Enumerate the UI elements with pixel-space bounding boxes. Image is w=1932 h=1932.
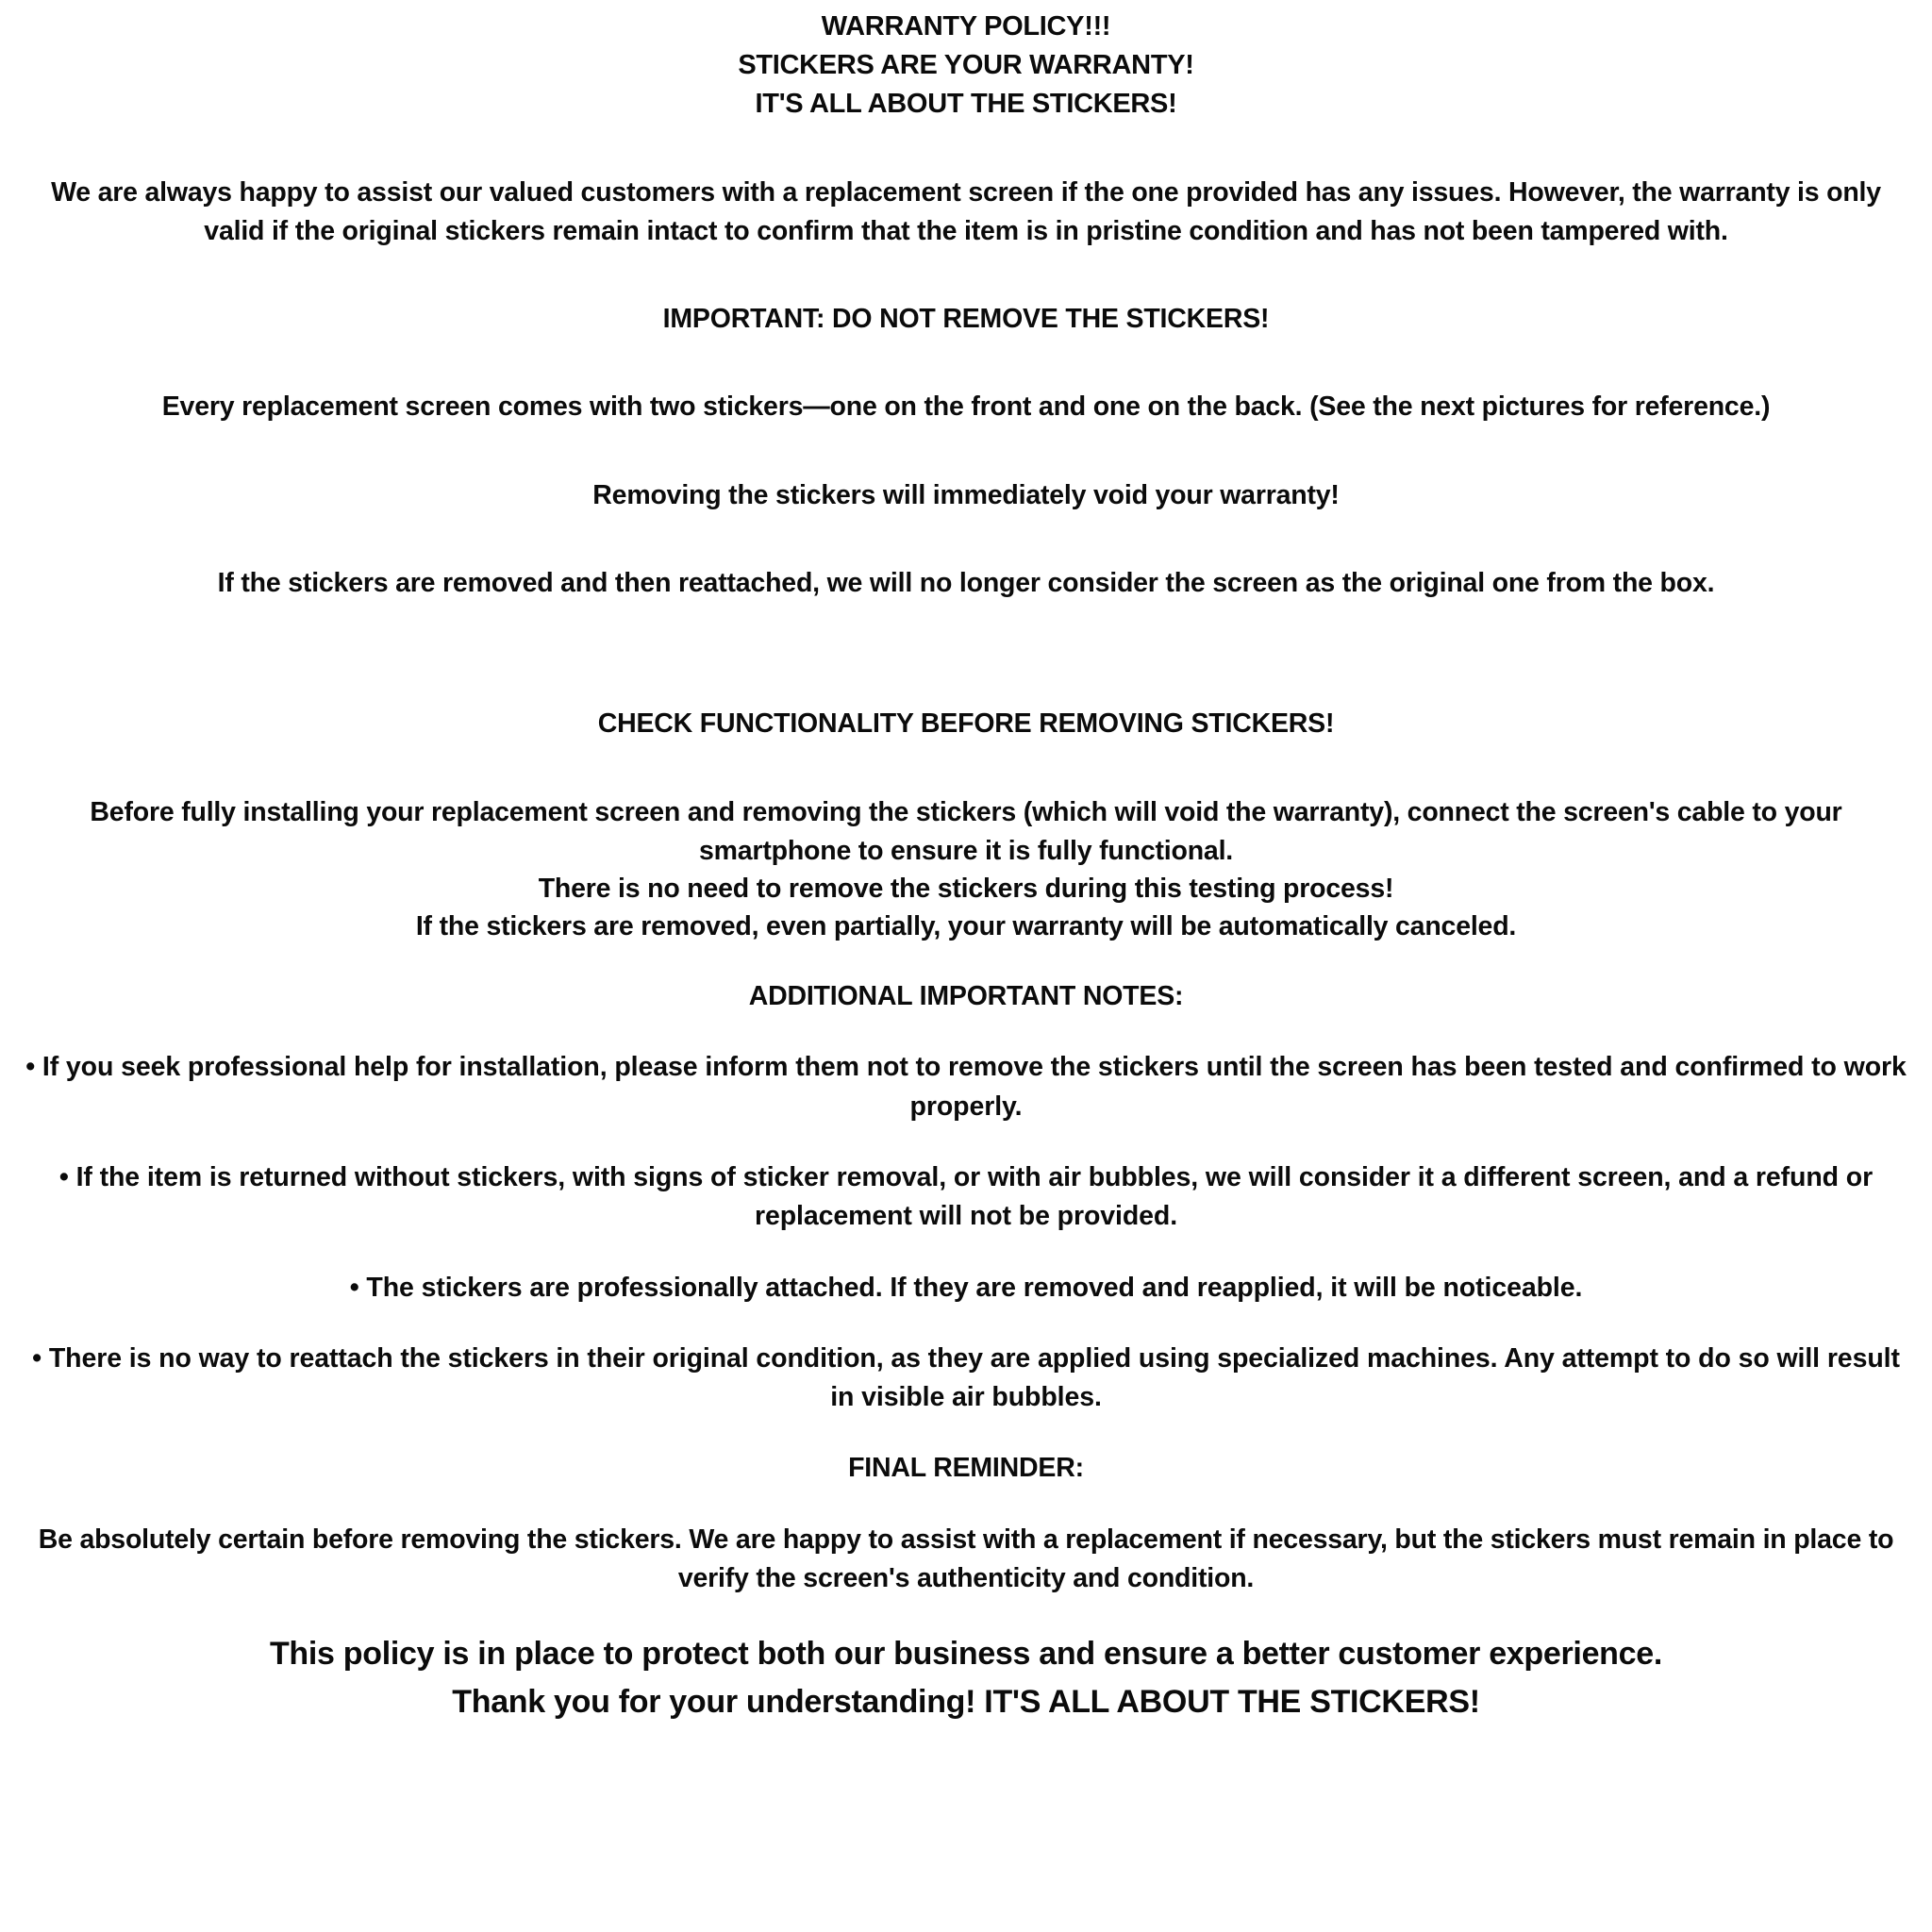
- spacer: [19, 1126, 1913, 1158]
- spacer: [19, 1237, 1913, 1269]
- spacer: [19, 1489, 1913, 1521]
- list-item: • If the item is returned without stickers, with signs of sticker removal, or with air bubbles, we will consider it a different screen, and a refund or replacement will not be provided.: [58, 1161, 1874, 1232]
- spacer: [19, 1598, 1913, 1630]
- document-title-block: [19, 8, 1913, 125]
- spacer: [19, 125, 1913, 174]
- important-heading: IMPORTANT: DO NOT REMOVE THE STICKERS!: [662, 304, 1270, 335]
- title-subline-1: STICKERS ARE YOUR WARRANTY!: [738, 50, 1194, 81]
- closing-line-2: Thank you for your understanding! IT'S ALL ABOUT THE STICKERS!: [452, 1684, 1480, 1721]
- spacer: [19, 427, 1913, 476]
- list-item: • There is no way to reattach the stickers in their original condition, as they are applied using specialized machines. Any attempt to do so will result in visible air bubbles.: [32, 1342, 1900, 1413]
- list-item: • The stickers are professionally attached. If they are removed and reapplied, it will be noticeable.: [349, 1272, 1583, 1303]
- list-item: • If you seek professional help for installation, please inform them not to remove the stickers until the screen has been tested and confirmed to work properly.: [25, 1052, 1907, 1122]
- sticker-count-note: Every replacement screen comes with two stickers—one on the front and one on the back. (See the next pictures for reference.): [161, 391, 1771, 423]
- spacer: [19, 515, 1913, 564]
- spacer: [19, 1307, 1913, 1340]
- spacer: [19, 945, 1913, 977]
- additional-notes-heading: ADDITIONAL IMPORTANT NOTES:: [748, 980, 1184, 1011]
- check-functionality-paragraph: Before fully installing your replacement screen and removing the stickers (which will void the warranty), connect the screen's cable to your smartphone to ensure it is fully functional.: [90, 796, 1842, 867]
- title-subline-2: IT'S ALL ABOUT THE STICKERS!: [755, 89, 1177, 120]
- void-warning: Removing the stickers will immediately void your warranty!: [592, 479, 1340, 510]
- check-functionality-line-3: If the stickers are removed, even partially, your warranty will be automatically canceled.: [415, 910, 1517, 941]
- spacer: [19, 744, 1913, 793]
- spacer: [19, 251, 1913, 300]
- check-functionality-line-2: There is no need to remove the stickers during this testing process!: [538, 874, 1394, 905]
- check-functionality-heading: CHECK FUNCTIONALITY BEFORE REMOVING STICKERS!: [597, 708, 1335, 740]
- spacer: [19, 1016, 1913, 1048]
- spacer: [19, 603, 1913, 705]
- page-title: WARRANTY POLICY!!!: [821, 11, 1111, 42]
- reattach-note: If the stickers are removed and then reattached, we will no longer consider the screen as the original one from the box.: [217, 568, 1715, 599]
- final-reminder-heading: FINAL REMINDER:: [848, 1453, 1084, 1484]
- final-reminder-paragraph: Be absolutely certain before removing the stickers. We are happy to assist with a replacement if necessary, but the stickers must remain in place to verify the screen's authenticity and condition.: [38, 1524, 1894, 1594]
- intro-paragraph: We are always happy to assist our valued customers with a replacement screen if the one provided has any issues. However, the warranty is only valid if the original stickers remain intact to confirm that the item is in pristine condition and has not been tampered with.: [51, 176, 1881, 246]
- spacer: [19, 339, 1913, 388]
- spacer: [19, 1417, 1913, 1449]
- closing-line-1: This policy is in place to protect both our business and ensure a better customer experience.: [269, 1636, 1663, 1673]
